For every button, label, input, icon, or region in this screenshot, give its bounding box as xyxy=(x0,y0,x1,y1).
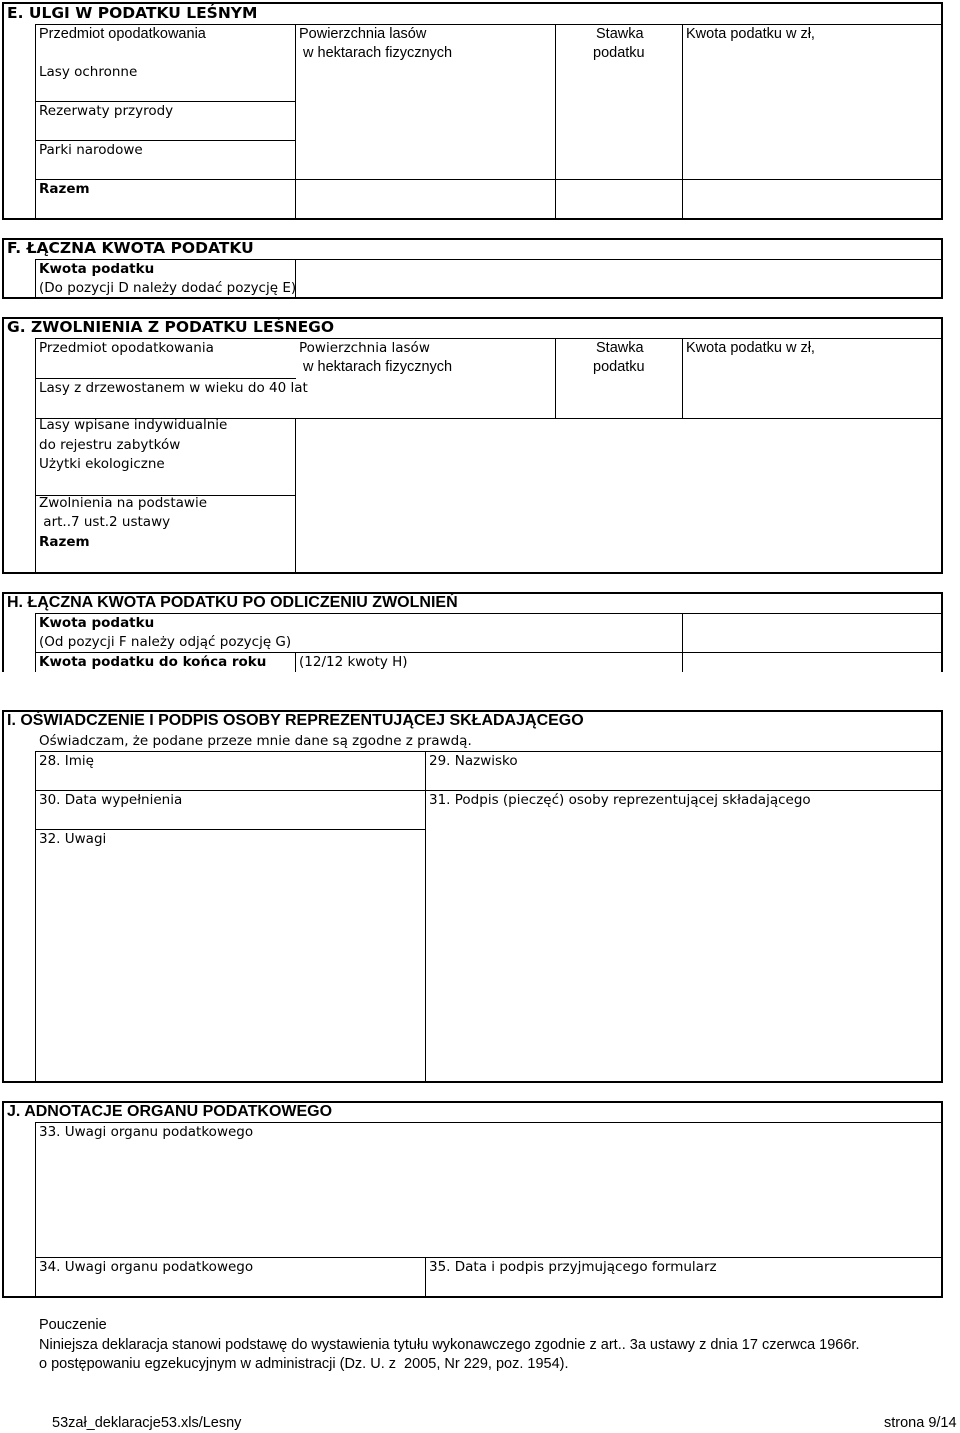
section-g-col-rate-2: podatku xyxy=(593,359,645,375)
section-g-col-line-3 xyxy=(682,338,683,418)
notice-line-1: Niniejsza deklaracja stanowi podstawę do wystawienia tytułu wykonawczego zgodnie z art.. 3a ustawy z dnia 17 czerwca 1966r. xyxy=(39,1337,860,1353)
section-h-label: Kwota podatku xyxy=(39,615,155,631)
section-e-col-amount: Kwota podatku w zł, xyxy=(686,26,815,42)
field-35-receipt-date-signature[interactable]: 35. Data i podpis przyjmującego formularz xyxy=(429,1259,717,1275)
section-e-row-parks: Parki narodowe xyxy=(39,142,143,158)
section-e-col-area-2: w hektarach fizycznych xyxy=(303,45,453,61)
section-g-left-line xyxy=(35,338,36,572)
section-g-row-exemptions-1: Zwolnienia na podstawie xyxy=(39,495,207,511)
section-e-col-subject: Przedmiot opodatkowania xyxy=(39,26,206,42)
section-g-row-monuments-2: do rejestru zabytków xyxy=(39,437,181,453)
section-f-header-line xyxy=(35,259,941,260)
section-e-title: E. ULGI W PODATKU LEŚNYM xyxy=(7,4,258,22)
section-i-statement: Oświadczam, że podane przeze mnie dane są zgodne z prawdą. xyxy=(39,733,472,749)
field-31-signature[interactable]: 31. Podpis (pieczęć) osoby reprezentującej składającego xyxy=(429,792,811,808)
footer-page: strona 9/14 xyxy=(884,1415,957,1431)
section-g-col-area-1: Powierzchnia lasów xyxy=(299,340,430,356)
section-g-col-area-2: w hektarach fizycznych xyxy=(303,359,453,375)
section-e-col-rate-2: podatku xyxy=(593,45,645,61)
section-e-col-area-1: Powierzchnia lasów xyxy=(299,26,427,42)
section-i-title: I. OŚWIADCZENIE I PODPIS OSOBY REPREZENTUJĄCEJ SKŁADAJĄCEGO xyxy=(7,712,584,729)
section-g-title: G. ZWOLNIENIA Z PODATKU LEŚNEGO xyxy=(7,318,335,336)
section-f-left-line xyxy=(35,259,36,297)
section-e-left-line xyxy=(35,24,36,218)
section-g-col-subject: Przedmiot opodatkowania xyxy=(39,340,214,356)
notice-line-2: o postępowaniu egzekucyjnym w administracji (Dz. U. z 2005, Nr 229, poz. 1954). xyxy=(39,1356,569,1372)
field-32-remarks[interactable]: 32. Uwagi xyxy=(39,831,107,847)
section-e-row-reserves: Rezerwaty przyrody xyxy=(39,103,174,119)
section-g-row-exemptions-2: art..7 ust.2 ustawy xyxy=(39,514,171,530)
section-h-year-value-line xyxy=(295,652,296,672)
section-h-amount-line xyxy=(682,613,683,672)
field-33-authority-remarks[interactable]: 33. Uwagi organu podatkowego xyxy=(39,1124,254,1140)
section-f-title: F. ŁĄCZNA KWOTA PODATKU xyxy=(7,239,254,257)
section-i-mid-line xyxy=(425,751,426,1081)
field-30-fill-date[interactable]: 30. Data wypełnienia xyxy=(39,792,183,808)
section-e-col-line-3 xyxy=(682,24,683,218)
section-i-left-line xyxy=(35,751,36,1081)
field-34-authority-remarks[interactable]: 34. Uwagi organu podatkowego xyxy=(39,1259,254,1275)
section-h-left-line xyxy=(35,613,36,672)
section-f-note: (Do pozycji D należy dodać pozycję E) xyxy=(39,280,297,296)
section-e-col-rate-1: Stawka xyxy=(596,26,644,42)
field-28-first-name[interactable]: 28. Imię xyxy=(39,753,94,769)
section-g-total: Razem xyxy=(39,534,90,550)
notice-title: Pouczenie xyxy=(39,1317,107,1333)
section-f-label: Kwota podatku xyxy=(39,261,155,277)
section-j-left-line xyxy=(35,1122,36,1296)
section-j-title: J. ADNOTACJE ORGANU PODATKOWEGO xyxy=(7,1103,333,1120)
field-29-last-name[interactable]: 29. Nazwisko xyxy=(429,753,518,769)
section-g-row-monuments-1: Lasy wpisane indywidualnie xyxy=(39,417,228,433)
section-g-col-line-2 xyxy=(555,338,556,418)
section-g-row-ecological: Użytki ekologiczne xyxy=(39,456,165,472)
section-e-col-line-1 xyxy=(295,24,296,218)
section-e-col-line-2 xyxy=(555,24,556,218)
section-h-right-border xyxy=(941,592,943,672)
section-e-total: Razem xyxy=(39,181,90,197)
section-h-header-line xyxy=(35,613,941,614)
section-g-col-rate-1: Stawka xyxy=(596,340,644,356)
section-h-year-label: Kwota podatku do końca roku xyxy=(39,654,267,670)
section-e-row-line-3 xyxy=(35,179,941,180)
section-e-row-forests: Lasy ochronne xyxy=(39,64,138,80)
section-h-title: H. ŁĄCZNA KWOTA PODATKU PO ODLICZENIU ZWOLNIEŃ xyxy=(7,594,458,611)
section-j-mid-line xyxy=(425,1257,426,1296)
section-g-row-young-forests: Lasy z drzewostanem w wieku do 40 lat xyxy=(39,380,308,396)
section-h-left-border xyxy=(2,592,4,672)
section-h-note: (Od pozycji F należy odjąć pozycję G) xyxy=(39,634,292,650)
section-g-col-amount: Kwota podatku w zł, xyxy=(686,340,815,356)
section-h-year-note: (12/12 kwoty H) xyxy=(299,654,408,670)
footer-file: 53zał_deklaracje53.xls/Lesny xyxy=(52,1415,242,1431)
